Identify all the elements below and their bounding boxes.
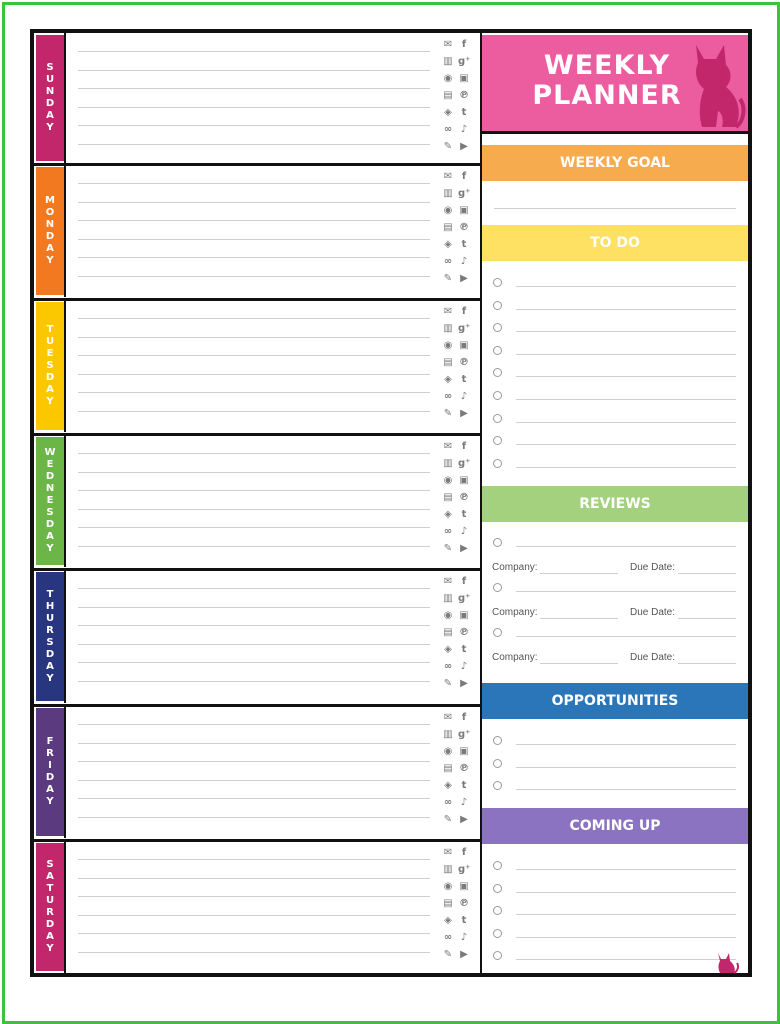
reviews-header	[482, 486, 748, 522]
title-block	[482, 35, 748, 131]
tag-icon: ◈	[444, 374, 452, 385]
chat-icon: ◉	[443, 746, 453, 757]
twitter-icon: ♪	[460, 526, 468, 537]
link-icon: ∞	[443, 256, 453, 267]
day-block-saturday	[34, 841, 480, 973]
days-column	[34, 33, 480, 973]
checkbox-circle[interactable]	[493, 346, 502, 355]
chat-icon: ◉	[443, 475, 453, 486]
day-tab-divider	[64, 570, 66, 703]
list-item-line[interactable]	[516, 546, 736, 547]
pinterest-icon: ℗	[459, 492, 469, 503]
twitter-icon: ♪	[460, 256, 468, 267]
mail-icon: ✉	[443, 39, 453, 50]
list-item-line[interactable]	[516, 399, 736, 400]
instagram-icon: ▣	[459, 746, 469, 757]
day-write-line[interactable]	[78, 453, 430, 454]
checkbox-circle[interactable]	[493, 368, 502, 377]
checkbox-circle[interactable]	[493, 459, 502, 468]
list-item-line[interactable]	[516, 937, 736, 938]
twitter-icon: ♪	[460, 661, 468, 672]
pinterest-icon: ℗	[459, 222, 469, 233]
google-plus-icon: g⁺	[458, 458, 471, 469]
tag-icon: ◈	[444, 239, 452, 250]
weekly-goal-label: WEEKLY GOAL	[560, 155, 670, 171]
day-write-line[interactable]	[78, 644, 430, 645]
google-plus-icon: g⁺	[458, 593, 471, 604]
day-label: T H U R S D A Y	[45, 588, 55, 684]
trash-icon: ▤	[443, 222, 453, 233]
list-item-line[interactable]	[516, 869, 736, 870]
day-divider	[34, 704, 480, 707]
chat-icon: ◉	[443, 205, 453, 216]
google-plus-icon: g⁺	[458, 56, 471, 67]
day-write-line[interactable]	[78, 70, 430, 71]
trash-icon: ▤	[443, 357, 453, 368]
instagram-icon: ▣	[459, 475, 469, 486]
list-item-line[interactable]	[516, 286, 736, 287]
facebook-icon: f	[461, 441, 467, 452]
list-item-line[interactable]	[516, 376, 736, 377]
twitter-icon: ♪	[460, 797, 468, 808]
instagram-icon: ▣	[459, 205, 469, 216]
due-date-field-line[interactable]	[678, 663, 736, 664]
day-write-line[interactable]	[78, 878, 430, 879]
day-write-line[interactable]	[78, 743, 430, 744]
day-block-wednesday	[34, 435, 480, 567]
day-divider	[34, 298, 480, 301]
checkbox-circle[interactable]	[493, 391, 502, 400]
facebook-icon: f	[461, 847, 467, 858]
day-write-line[interactable]	[78, 276, 430, 277]
list-item-line[interactable]	[516, 444, 736, 445]
chat-icon: ◉	[443, 610, 453, 621]
list-item-line[interactable]	[516, 914, 736, 915]
day-write-line[interactable]	[78, 411, 430, 412]
due-date-field-line[interactable]	[678, 618, 736, 619]
day-write-line[interactable]	[78, 257, 430, 258]
day-write-line[interactable]	[78, 392, 430, 393]
checkbox-circle[interactable]	[493, 861, 502, 870]
day-block-thursday	[34, 570, 480, 703]
instagram-icon: ▣	[459, 73, 469, 84]
google-plus-icon: g⁺	[458, 323, 471, 334]
facebook-icon: f	[461, 39, 467, 50]
trash-icon: ▤	[443, 763, 453, 774]
day-write-line[interactable]	[78, 220, 430, 221]
day-write-line[interactable]	[78, 374, 430, 375]
list-item-line[interactable]	[516, 354, 736, 355]
list-item-line[interactable]	[516, 331, 736, 332]
weekly-planner	[30, 29, 752, 977]
youtube-icon: ▶	[460, 678, 468, 689]
edit-icon: ✎	[443, 814, 453, 825]
tag-icon: ◈	[444, 915, 452, 926]
day-tab-divider	[64, 706, 66, 838]
weekly-goal-line[interactable]	[494, 208, 736, 209]
checkbox-circle[interactable]	[493, 301, 502, 310]
youtube-icon: ▶	[460, 814, 468, 825]
checkbox-circle[interactable]	[493, 736, 502, 745]
day-write-line[interactable]	[78, 588, 430, 589]
google-plus-icon: g⁺	[458, 188, 471, 199]
day-write-line[interactable]	[78, 509, 430, 510]
day-write-line[interactable]	[78, 490, 430, 491]
checkbox-circle[interactable]	[493, 583, 502, 592]
youtube-icon: ▶	[460, 273, 468, 284]
list-item-line[interactable]	[516, 467, 736, 468]
day-write-line[interactable]	[78, 607, 430, 608]
trash-icon: ▤	[443, 898, 453, 909]
link-icon: ∞	[443, 391, 453, 402]
pinterest-icon: ℗	[459, 627, 469, 638]
coming-up-header	[482, 808, 748, 844]
company-field-line[interactable]	[540, 573, 618, 574]
day-label: S A T U R D A Y	[45, 859, 55, 954]
checkbox-circle[interactable]	[493, 628, 502, 637]
google-plus-icon: g⁺	[458, 864, 471, 875]
day-write-line[interactable]	[78, 761, 430, 762]
tag-icon: ◈	[444, 509, 452, 520]
checkbox-circle[interactable]	[493, 759, 502, 768]
chat-icon: ◉	[443, 881, 453, 892]
checkbox-circle[interactable]	[493, 436, 502, 445]
list-item-line[interactable]	[516, 422, 736, 423]
tag-icon: ◈	[444, 780, 452, 791]
title-line-1: WEEKLY	[543, 50, 671, 81]
checkbox-circle[interactable]	[493, 414, 502, 423]
twitter-icon: ♪	[460, 932, 468, 943]
cat-icon	[682, 41, 748, 133]
day-block-sunday	[34, 33, 480, 163]
title-divider	[482, 131, 748, 134]
bar-chart-icon: ▥	[443, 864, 453, 875]
chat-icon: ◉	[443, 340, 453, 351]
tumblr-icon: t	[461, 374, 467, 385]
pinterest-icon: ℗	[459, 898, 469, 909]
checkbox-circle[interactable]	[493, 951, 502, 960]
checkbox-circle[interactable]	[493, 278, 502, 287]
day-write-line[interactable]	[78, 896, 430, 897]
day-write-line[interactable]	[78, 798, 430, 799]
tag-icon: ◈	[444, 644, 452, 655]
day-write-line[interactable]	[78, 915, 430, 916]
link-icon: ∞	[443, 661, 453, 672]
title-line-2: PLANNER	[532, 80, 682, 111]
day-write-line[interactable]	[78, 625, 430, 626]
list-item-line[interactable]	[516, 959, 736, 960]
pinterest-icon: ℗	[459, 763, 469, 774]
facebook-icon: f	[461, 171, 467, 182]
link-icon: ∞	[443, 932, 453, 943]
tumblr-icon: t	[461, 780, 467, 791]
tag-icon: ◈	[444, 107, 452, 118]
google-plus-icon: g⁺	[458, 729, 471, 740]
company-label: Company:	[492, 607, 538, 618]
day-block-monday	[34, 165, 480, 297]
due-date-label: Due Date:	[630, 652, 676, 663]
day-write-line[interactable]	[78, 527, 430, 528]
youtube-icon: ▶	[460, 408, 468, 419]
instagram-icon: ▣	[459, 610, 469, 621]
bar-chart-icon: ▥	[443, 56, 453, 67]
day-write-line[interactable]	[78, 337, 430, 338]
day-tab-divider	[64, 435, 66, 567]
instagram-icon: ▣	[459, 340, 469, 351]
mail-icon: ✉	[443, 171, 453, 182]
checkbox-circle[interactable]	[493, 781, 502, 790]
coming-up-label: COMING UP	[569, 818, 661, 834]
mail-icon: ✉	[443, 441, 453, 452]
mail-icon: ✉	[443, 712, 453, 723]
day-write-line[interactable]	[78, 202, 430, 203]
twitter-icon: ♪	[460, 124, 468, 135]
link-icon: ∞	[443, 526, 453, 537]
facebook-icon: f	[461, 576, 467, 587]
day-tab-thursday	[36, 572, 64, 701]
pinterest-icon: ℗	[459, 357, 469, 368]
twitter-icon: ♪	[460, 391, 468, 402]
day-divider	[34, 163, 480, 166]
day-label: W E D N E S D A Y	[44, 447, 56, 554]
day-write-line[interactable]	[78, 88, 430, 89]
link-icon: ∞	[443, 797, 453, 808]
instagram-icon: ▣	[459, 881, 469, 892]
list-item-line[interactable]	[516, 892, 736, 893]
day-tab-divider	[64, 33, 66, 163]
day-write-line[interactable]	[78, 183, 430, 184]
opportunities-header	[482, 683, 748, 719]
day-write-line[interactable]	[78, 51, 430, 52]
tumblr-icon: t	[461, 239, 467, 250]
day-write-line[interactable]	[78, 355, 430, 356]
chat-icon: ◉	[443, 73, 453, 84]
day-tab-divider	[64, 841, 66, 973]
edit-icon: ✎	[443, 678, 453, 689]
list-item-line[interactable]	[516, 636, 736, 637]
mail-icon: ✉	[443, 306, 453, 317]
day-tab-saturday	[36, 843, 64, 971]
todo-header	[482, 225, 748, 261]
day-write-line[interactable]	[78, 681, 430, 682]
youtube-icon: ▶	[460, 141, 468, 152]
trash-icon: ▤	[443, 492, 453, 503]
mail-icon: ✉	[443, 847, 453, 858]
company-field-line[interactable]	[540, 663, 618, 664]
edit-icon: ✎	[443, 408, 453, 419]
edit-icon: ✎	[443, 949, 453, 960]
bar-chart-icon: ▥	[443, 458, 453, 469]
list-item-line[interactable]	[516, 591, 736, 592]
day-write-line[interactable]	[78, 933, 430, 934]
checkbox-circle[interactable]	[493, 538, 502, 547]
day-tab-wednesday	[36, 437, 64, 565]
day-label: F R I D A Y	[45, 736, 55, 807]
day-write-line[interactable]	[78, 817, 430, 818]
day-write-line[interactable]	[78, 125, 430, 126]
day-divider	[34, 839, 480, 842]
todo-label: TO DO	[590, 235, 640, 251]
day-write-line[interactable]	[78, 724, 430, 725]
pinterest-icon: ℗	[459, 90, 469, 101]
tumblr-icon: t	[461, 644, 467, 655]
cat-logo-icon	[714, 951, 740, 975]
checkbox-circle[interactable]	[493, 929, 502, 938]
mail-icon: ✉	[443, 576, 453, 587]
day-write-line[interactable]	[78, 952, 430, 953]
trash-icon: ▤	[443, 627, 453, 638]
edit-icon: ✎	[443, 273, 453, 284]
tumblr-icon: t	[461, 509, 467, 520]
reviews-label: REVIEWS	[579, 496, 651, 512]
weekly-goal-header	[482, 145, 748, 181]
day-tab-sunday	[36, 35, 64, 161]
list-item-line[interactable]	[516, 744, 736, 745]
day-write-line[interactable]	[78, 546, 430, 547]
opportunities-label: OPPORTUNITIES	[551, 693, 679, 709]
day-tab-divider	[64, 300, 66, 432]
edit-icon: ✎	[443, 543, 453, 554]
checkbox-circle[interactable]	[493, 906, 502, 915]
tumblr-icon: t	[461, 915, 467, 926]
list-item-line[interactable]	[516, 767, 736, 768]
day-write-line[interactable]	[78, 144, 430, 145]
due-date-label: Due Date:	[630, 607, 676, 618]
company-field-line[interactable]	[540, 618, 618, 619]
day-block-friday	[34, 706, 480, 838]
checkbox-circle[interactable]	[493, 323, 502, 332]
checkbox-circle[interactable]	[493, 884, 502, 893]
list-item-line[interactable]	[516, 309, 736, 310]
day-block-tuesday	[34, 300, 480, 432]
bar-chart-icon: ▥	[443, 593, 453, 604]
youtube-icon: ▶	[460, 949, 468, 960]
day-write-line[interactable]	[78, 472, 430, 473]
bar-chart-icon: ▥	[443, 323, 453, 334]
day-write-line[interactable]	[78, 107, 430, 108]
day-write-line[interactable]	[78, 859, 430, 860]
day-tab-monday	[36, 167, 64, 295]
list-item-line[interactable]	[516, 789, 736, 790]
company-label: Company:	[492, 652, 538, 663]
day-divider	[34, 568, 480, 571]
due-date-field-line[interactable]	[678, 573, 736, 574]
bar-chart-icon: ▥	[443, 729, 453, 740]
edit-icon: ✎	[443, 141, 453, 152]
day-label: M O N D A Y	[45, 195, 55, 266]
day-label: T U E S D A Y	[45, 324, 55, 407]
day-divider	[34, 433, 480, 436]
day-tab-tuesday	[36, 302, 64, 430]
day-write-line[interactable]	[78, 239, 430, 240]
sidebar-column	[482, 33, 748, 973]
company-label: Company:	[492, 562, 538, 573]
tumblr-icon: t	[461, 107, 467, 118]
trash-icon: ▤	[443, 90, 453, 101]
page-title	[512, 51, 702, 111]
due-date-label: Due Date:	[630, 562, 676, 573]
link-icon: ∞	[443, 124, 453, 135]
facebook-icon: f	[461, 712, 467, 723]
day-tab-divider	[64, 165, 66, 297]
day-write-line[interactable]	[78, 662, 430, 663]
day-write-line[interactable]	[78, 780, 430, 781]
day-write-line[interactable]	[78, 318, 430, 319]
facebook-icon: f	[461, 306, 467, 317]
youtube-icon: ▶	[460, 543, 468, 554]
day-tab-friday	[36, 708, 64, 836]
day-label: S U N D A Y	[45, 62, 55, 133]
bar-chart-icon: ▥	[443, 188, 453, 199]
